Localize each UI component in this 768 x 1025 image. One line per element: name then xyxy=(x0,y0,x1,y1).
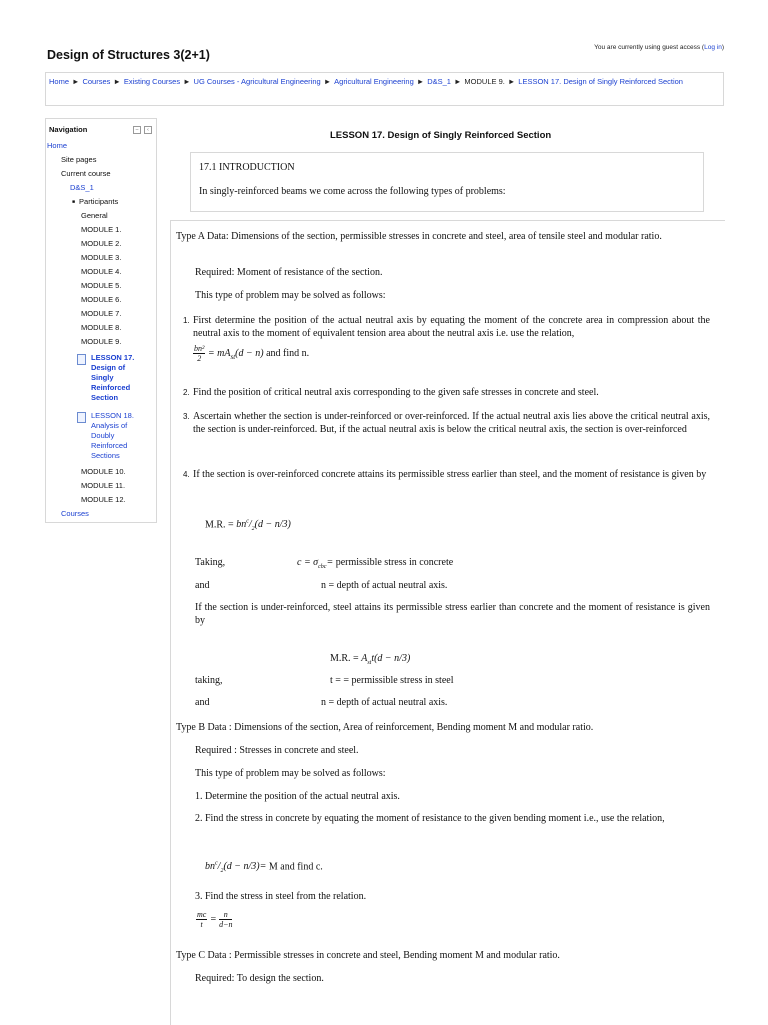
equation-body: $bn^c/_2(d - n/3)$ xyxy=(236,519,291,533)
c-symbol: $c = \sigma_{cbc}=$ xyxy=(297,557,336,570)
breadcrumb-existing-courses[interactable]: Existing Courses xyxy=(123,77,181,86)
intro-text: In singly-reinforced beams we come across the following types of problems: xyxy=(199,186,506,197)
c-definition-text: permissible stress in concrete xyxy=(335,557,454,568)
step-number: 2. xyxy=(183,388,190,397)
collapse-icon[interactable]: – xyxy=(133,126,141,134)
breadcrumb-separator: ► xyxy=(416,77,425,86)
nav-lesson-18-line: Doubly xyxy=(91,431,115,440)
type-a-step4: If the section is over-reinforced concrete attains its permissible stress earlier than steel, and the moment of resistance is given by xyxy=(193,469,707,480)
breadcrumb-ug-courses[interactable]: UG Courses - Agricultural Engineering xyxy=(193,77,321,86)
fraction: $\frac{\text{bn²}}{2}$ xyxy=(194,344,205,363)
bullet-icon: ■ xyxy=(72,199,76,205)
nav-module-11[interactable]: MODULE 11. xyxy=(81,481,126,490)
nav-lesson-18-line: Sections xyxy=(91,451,120,460)
type-a-step3: Ascertain whether the section is under-reinforced or over-reinforced. If the actual neutral axis lies above the critical neutral axis, the section is under-reinforced. But, if the actual neutral axis is below the critical neutral axis, the section is over-reinforced xyxy=(193,411,710,435)
type-b-step2-tail: M and find c. xyxy=(268,861,323,873)
equation-mr-steel xyxy=(330,652,410,670)
equation-bending xyxy=(205,858,323,878)
nav-courses[interactable]: Courses xyxy=(61,509,89,518)
type-b-step3: 3. Find the stress in steel from the relation. xyxy=(195,891,367,902)
breadcrumb-courses[interactable]: Courses xyxy=(82,77,111,86)
type-a-step1-tail: and find n. xyxy=(266,347,310,359)
guest-access-notice xyxy=(594,44,724,51)
nav-lesson-17-line: Design of xyxy=(91,363,126,372)
type-b-data: Type B Data : Dimensions of the section, Area of reinforcement, Bending moment M and modular ratio. xyxy=(176,722,594,733)
nav-module-6[interactable]: MODULE 6. xyxy=(81,295,122,304)
taking-label: taking, xyxy=(195,675,223,686)
nav-lesson-17[interactable] xyxy=(91,353,134,403)
step-number: 4. xyxy=(183,470,190,479)
type-a-step1: First determine the position of the actual neutral axis by equating the moment of the concrete area in compression about the neutral axis to the moment of equivalent tension area about the neutral axis i.e. use the relation, xyxy=(193,315,710,339)
nav-module-8[interactable]: MODULE 8. xyxy=(81,323,122,332)
nav-lesson-18-line: LESSON 18. xyxy=(91,411,134,420)
step-number: 1. xyxy=(183,316,190,325)
document-icon xyxy=(77,354,86,365)
breadcrumb-lesson[interactable]: LESSON 17. Design of Singly Reinforced Section xyxy=(518,77,683,86)
site-title: Design of Structures 3(2+1) xyxy=(47,48,210,62)
breadcrumb-separator: ► xyxy=(113,77,121,86)
equation-body: $A_{st}t(d - n/3)$ xyxy=(361,653,411,666)
nav-module-9[interactable]: MODULE 9. xyxy=(81,337,122,346)
type-b-step2: 2. Find the stress in concrete by equating the moment of resistance to the given bending moment i.e., use the relation, xyxy=(195,813,665,824)
type-b-step1: 1. Determine the position of the actual neutral axis. xyxy=(195,791,400,802)
fraction: $\frac{mc}{t}$ xyxy=(197,910,207,929)
intro-heading: 17.1 INTRODUCTION xyxy=(199,162,295,173)
equals: = xyxy=(209,913,220,925)
navigation-title: Navigation xyxy=(49,125,88,134)
document-icon xyxy=(77,412,86,423)
equation-rhs: = $mA_{st}(d - n)$ xyxy=(207,347,264,361)
type-a-step2: Find the position of critical neutral axis corresponding to the given safe stresses in concrete and steel. xyxy=(193,387,599,398)
nav-module-12[interactable]: MODULE 12. xyxy=(81,495,126,504)
nav-participants-label: Participants xyxy=(79,197,119,206)
nav-lesson-18-line: Reinforced xyxy=(91,441,128,450)
breadcrumb-home[interactable]: Home xyxy=(49,77,70,86)
breadcrumb-agricultural-engineering[interactable]: Agricultural Engineering xyxy=(334,77,414,86)
type-b-required: Required : Stresses in concrete and steel. xyxy=(195,745,359,756)
nav-module-4[interactable]: MODULE 4. xyxy=(81,267,122,276)
mr-label: M.R. = xyxy=(205,519,234,531)
page-title: LESSON 17. Design of Singly Reinforced Section xyxy=(330,130,552,141)
nav-module-3[interactable]: MODULE 3. xyxy=(81,253,122,262)
navigation-block xyxy=(45,118,157,523)
type-a-data: Type A Data: Dimensions of the section, permissible stresses in concrete and steel, area of tensile steel and modular ratio. xyxy=(176,231,662,242)
type-c-required: Required: To design the section. xyxy=(195,973,324,984)
breadcrumb-separator: ► xyxy=(453,77,462,86)
nav-participants[interactable] xyxy=(72,197,118,207)
under-reinforced-text: If the section is under-reinforced, steel attains its permissible stress earlier than concrete and the moment of resistance is given by xyxy=(195,602,710,626)
breadcrumb-separator: ► xyxy=(507,77,516,86)
nav-current-course[interactable]: Current course xyxy=(61,169,111,178)
breadcrumb-module: MODULE 9. xyxy=(464,77,505,86)
nav-course[interactable]: D&S_1 xyxy=(70,183,94,192)
type-a-solved: This type of problem may be solved as follows: xyxy=(195,290,386,301)
guest-close: ) xyxy=(721,44,724,51)
nav-site-pages[interactable]: Site pages xyxy=(61,155,97,164)
fraction: $\frac{n}{d-n}$ xyxy=(219,910,233,929)
breadcrumb-separator: ► xyxy=(72,77,80,86)
type-b-solved: This type of problem may be solved as follows: xyxy=(195,768,386,779)
and-label: and xyxy=(195,697,210,708)
intro-section xyxy=(190,152,704,212)
breadcrumb-course[interactable]: D&S_1 xyxy=(427,77,451,86)
c-definition xyxy=(297,556,453,574)
type-a-required: Required: Moment of resistance of the section. xyxy=(195,267,383,278)
breadcrumb-separator: ► xyxy=(323,77,332,86)
nav-lesson-17-line: Section xyxy=(91,393,119,402)
equation-neutral-axis xyxy=(193,344,309,364)
dock-icon[interactable]: ‹ xyxy=(144,126,152,134)
nav-module-1[interactable]: MODULE 1. xyxy=(81,225,122,234)
nav-lesson-18[interactable] xyxy=(91,411,134,461)
nav-module-2[interactable]: MODULE 2. xyxy=(81,239,122,248)
mr-label: M.R. = xyxy=(330,653,359,664)
t-definition: t = = permissible stress in steel xyxy=(330,675,454,686)
nav-module-7[interactable]: MODULE 7. xyxy=(81,309,122,318)
nav-lesson-17-line: LESSON 17. xyxy=(91,353,135,362)
login-link[interactable]: Log in xyxy=(704,44,722,51)
navigation-controls xyxy=(133,124,155,134)
step-number: 3. xyxy=(183,412,190,421)
n-definition: n = depth of actual neutral axis. xyxy=(321,580,448,591)
taking-label: Taking, xyxy=(195,557,226,568)
and-label: and xyxy=(195,580,210,591)
nav-lesson-17-line: Reinforced xyxy=(91,383,131,392)
nav-module-5[interactable]: MODULE 5. xyxy=(81,281,122,290)
type-c-data: Type C Data : Permissible stresses in concrete and steel, Bending moment M and modular ratio. xyxy=(176,950,560,961)
breadcrumb-separator: ► xyxy=(183,77,191,86)
nav-home[interactable]: Home xyxy=(47,141,68,150)
guest-text: You are currently using guest access ( xyxy=(594,44,705,51)
n-definition: n = depth of actual neutral axis. xyxy=(321,697,448,708)
nav-lesson-18-line: Analysis of xyxy=(91,421,128,430)
nav-lesson-17-line: Singly xyxy=(91,373,114,382)
nav-general[interactable]: General xyxy=(81,211,108,220)
breadcrumb xyxy=(45,72,724,106)
equation-mr-concrete xyxy=(205,516,291,536)
equation-body: $bn^c/_2(d - n/3)=$ xyxy=(205,861,269,875)
equation-steel-stress xyxy=(196,910,232,929)
nav-module-10[interactable]: MODULE 10. xyxy=(81,467,126,476)
